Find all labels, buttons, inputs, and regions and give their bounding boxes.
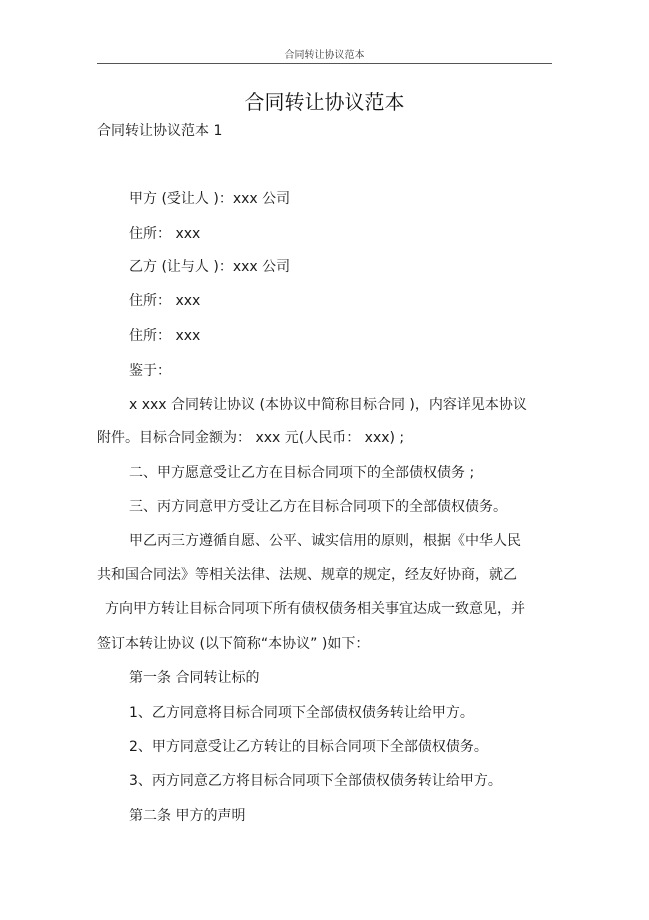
article-1-item-2: 2、甲方同意受让乙方转让的目标合同项下全部债权债务。 [129, 739, 488, 755]
document-title: 合同转让协议范本 [244, 90, 405, 114]
document-subtitle: 合同转让协议范本 1 [97, 123, 223, 139]
article-1-item-1: 1、乙方同意将目标合同项下全部债权债务转让给甲方。 [129, 705, 474, 721]
paragraph-line-2: 共和国合同法》等相关法律、法规、规章的规定，经友好协商，就乙 [97, 567, 517, 583]
running-header: 合同转让协议范本 [284, 50, 365, 61]
clause-3: 三、丙方同意甲方受让乙方在目标合同项下的全部债权债务。 [129, 499, 507, 515]
paragraph-line-1: 甲乙丙三方遵循自愿、公平、诚实信用的原则，根据《中华人民 [129, 533, 521, 549]
whereas-heading: 鉴于： [129, 363, 171, 379]
party-a-address: 住所： xxx [129, 226, 201, 242]
article-1-item-3: 3、丙方同意乙方将目标合同项下全部债权债务转让给甲方。 [129, 773, 502, 789]
clause-1-line-1: x xxx 合同转让协议 (本协议中简称目标合同 )，内容详见本协议 [129, 397, 527, 413]
clause-2: 二、甲方愿意受让乙方在目标合同项下的全部债权债务 ; [129, 465, 475, 481]
header-divider [97, 63, 552, 64]
party-b-line: 乙方 (让与人 )：xxx 公司 [129, 259, 291, 275]
party-c-address: 住所： xxx [129, 328, 201, 344]
paragraph-line-4: 签订本转让协议 (以下简称“本协议” )如下： [97, 636, 370, 652]
party-b-address: 住所： xxx [129, 293, 201, 309]
party-a-line: 甲方 (受让人 )：xxx 公司 [129, 191, 291, 207]
clause-1-line-2: 附件。目标合同金额为： xxx 元(人民币： xxx) ; [97, 430, 405, 446]
article-2-heading: 第二条 甲方的声明 [129, 808, 246, 824]
paragraph-line-3: 方向甲方转让目标合同项下所有债权债务相关事宜达成一致意见，并 [105, 601, 525, 617]
article-1-heading: 第一条 合同转让标的 [129, 670, 260, 686]
